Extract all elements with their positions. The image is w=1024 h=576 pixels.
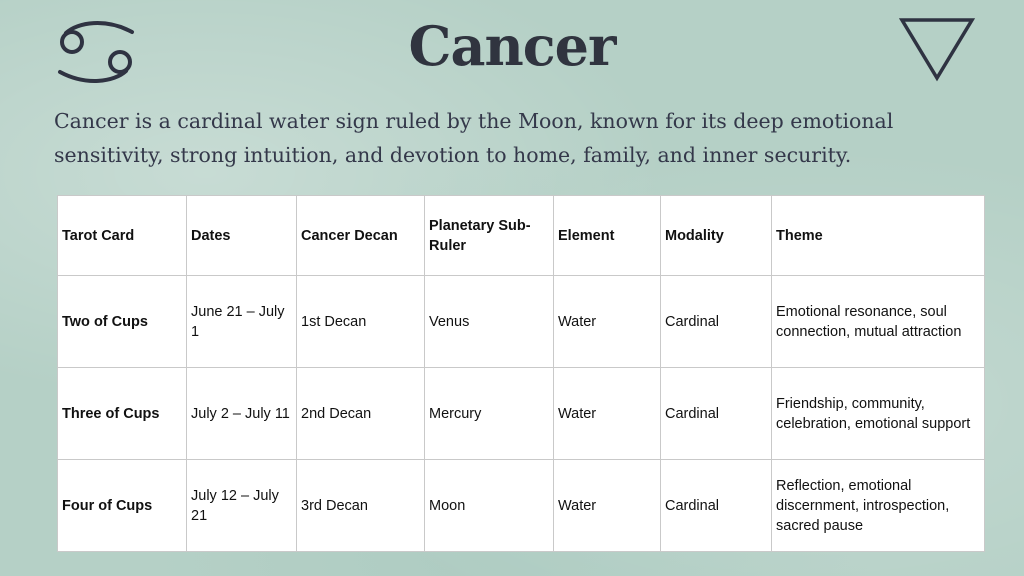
header-tarot-card: Tarot Card <box>58 196 187 276</box>
cell-sub-ruler: Moon <box>425 460 554 552</box>
cell-decan: 2nd Decan <box>297 368 425 460</box>
cell-theme: Reflection, emotional discernment, introspection, sacred pause <box>772 460 985 552</box>
cell-element: Water <box>554 368 661 460</box>
table-header-row <box>58 196 985 276</box>
cell-theme: Friendship, community, celebration, emotional support <box>772 368 985 460</box>
cell-decan: 3rd Decan <box>297 460 425 552</box>
header-theme: Theme <box>772 196 985 276</box>
header-modality: Modality <box>661 196 772 276</box>
cell-sub-ruler: Mercury <box>425 368 554 460</box>
cell-sub-ruler: Venus <box>425 276 554 368</box>
cell-theme: Emotional resonance, soul connection, mutual attraction <box>772 276 985 368</box>
cell-element: Water <box>554 276 661 368</box>
intro-paragraph: Cancer is a cardinal water sign ruled by the Moon, known for its deep emotional sensitivity, strong intuition, and devotion to home, family, and inner security. <box>54 109 894 167</box>
cell-tarot-card: Two of Cups <box>58 276 187 368</box>
cell-modality: Cardinal <box>661 368 772 460</box>
table-row <box>58 368 985 460</box>
table-row <box>58 276 985 368</box>
header-element: Element <box>554 196 661 276</box>
table-row <box>58 460 985 552</box>
cell-modality: Cardinal <box>661 460 772 552</box>
cell-dates: June 21 – July 1 <box>187 276 297 368</box>
cell-dates: July 12 – July 21 <box>187 460 297 552</box>
water-element-triangle-icon <box>898 16 976 82</box>
header-dates: Dates <box>187 196 297 276</box>
cell-tarot-card: Three of Cups <box>58 368 187 460</box>
cell-element: Water <box>554 460 661 552</box>
page-title: Cancer <box>408 14 616 78</box>
header-planetary-sub-ruler: Planetary Sub-Ruler <box>425 196 554 276</box>
cell-tarot-card: Four of Cups <box>58 460 187 552</box>
decan-table <box>57 195 985 552</box>
cell-modality: Cardinal <box>661 276 772 368</box>
cell-dates: July 2 – July 11 <box>187 368 297 460</box>
header-cancer-decan: Cancer Decan <box>297 196 425 276</box>
cell-decan: 1st Decan <box>297 276 425 368</box>
